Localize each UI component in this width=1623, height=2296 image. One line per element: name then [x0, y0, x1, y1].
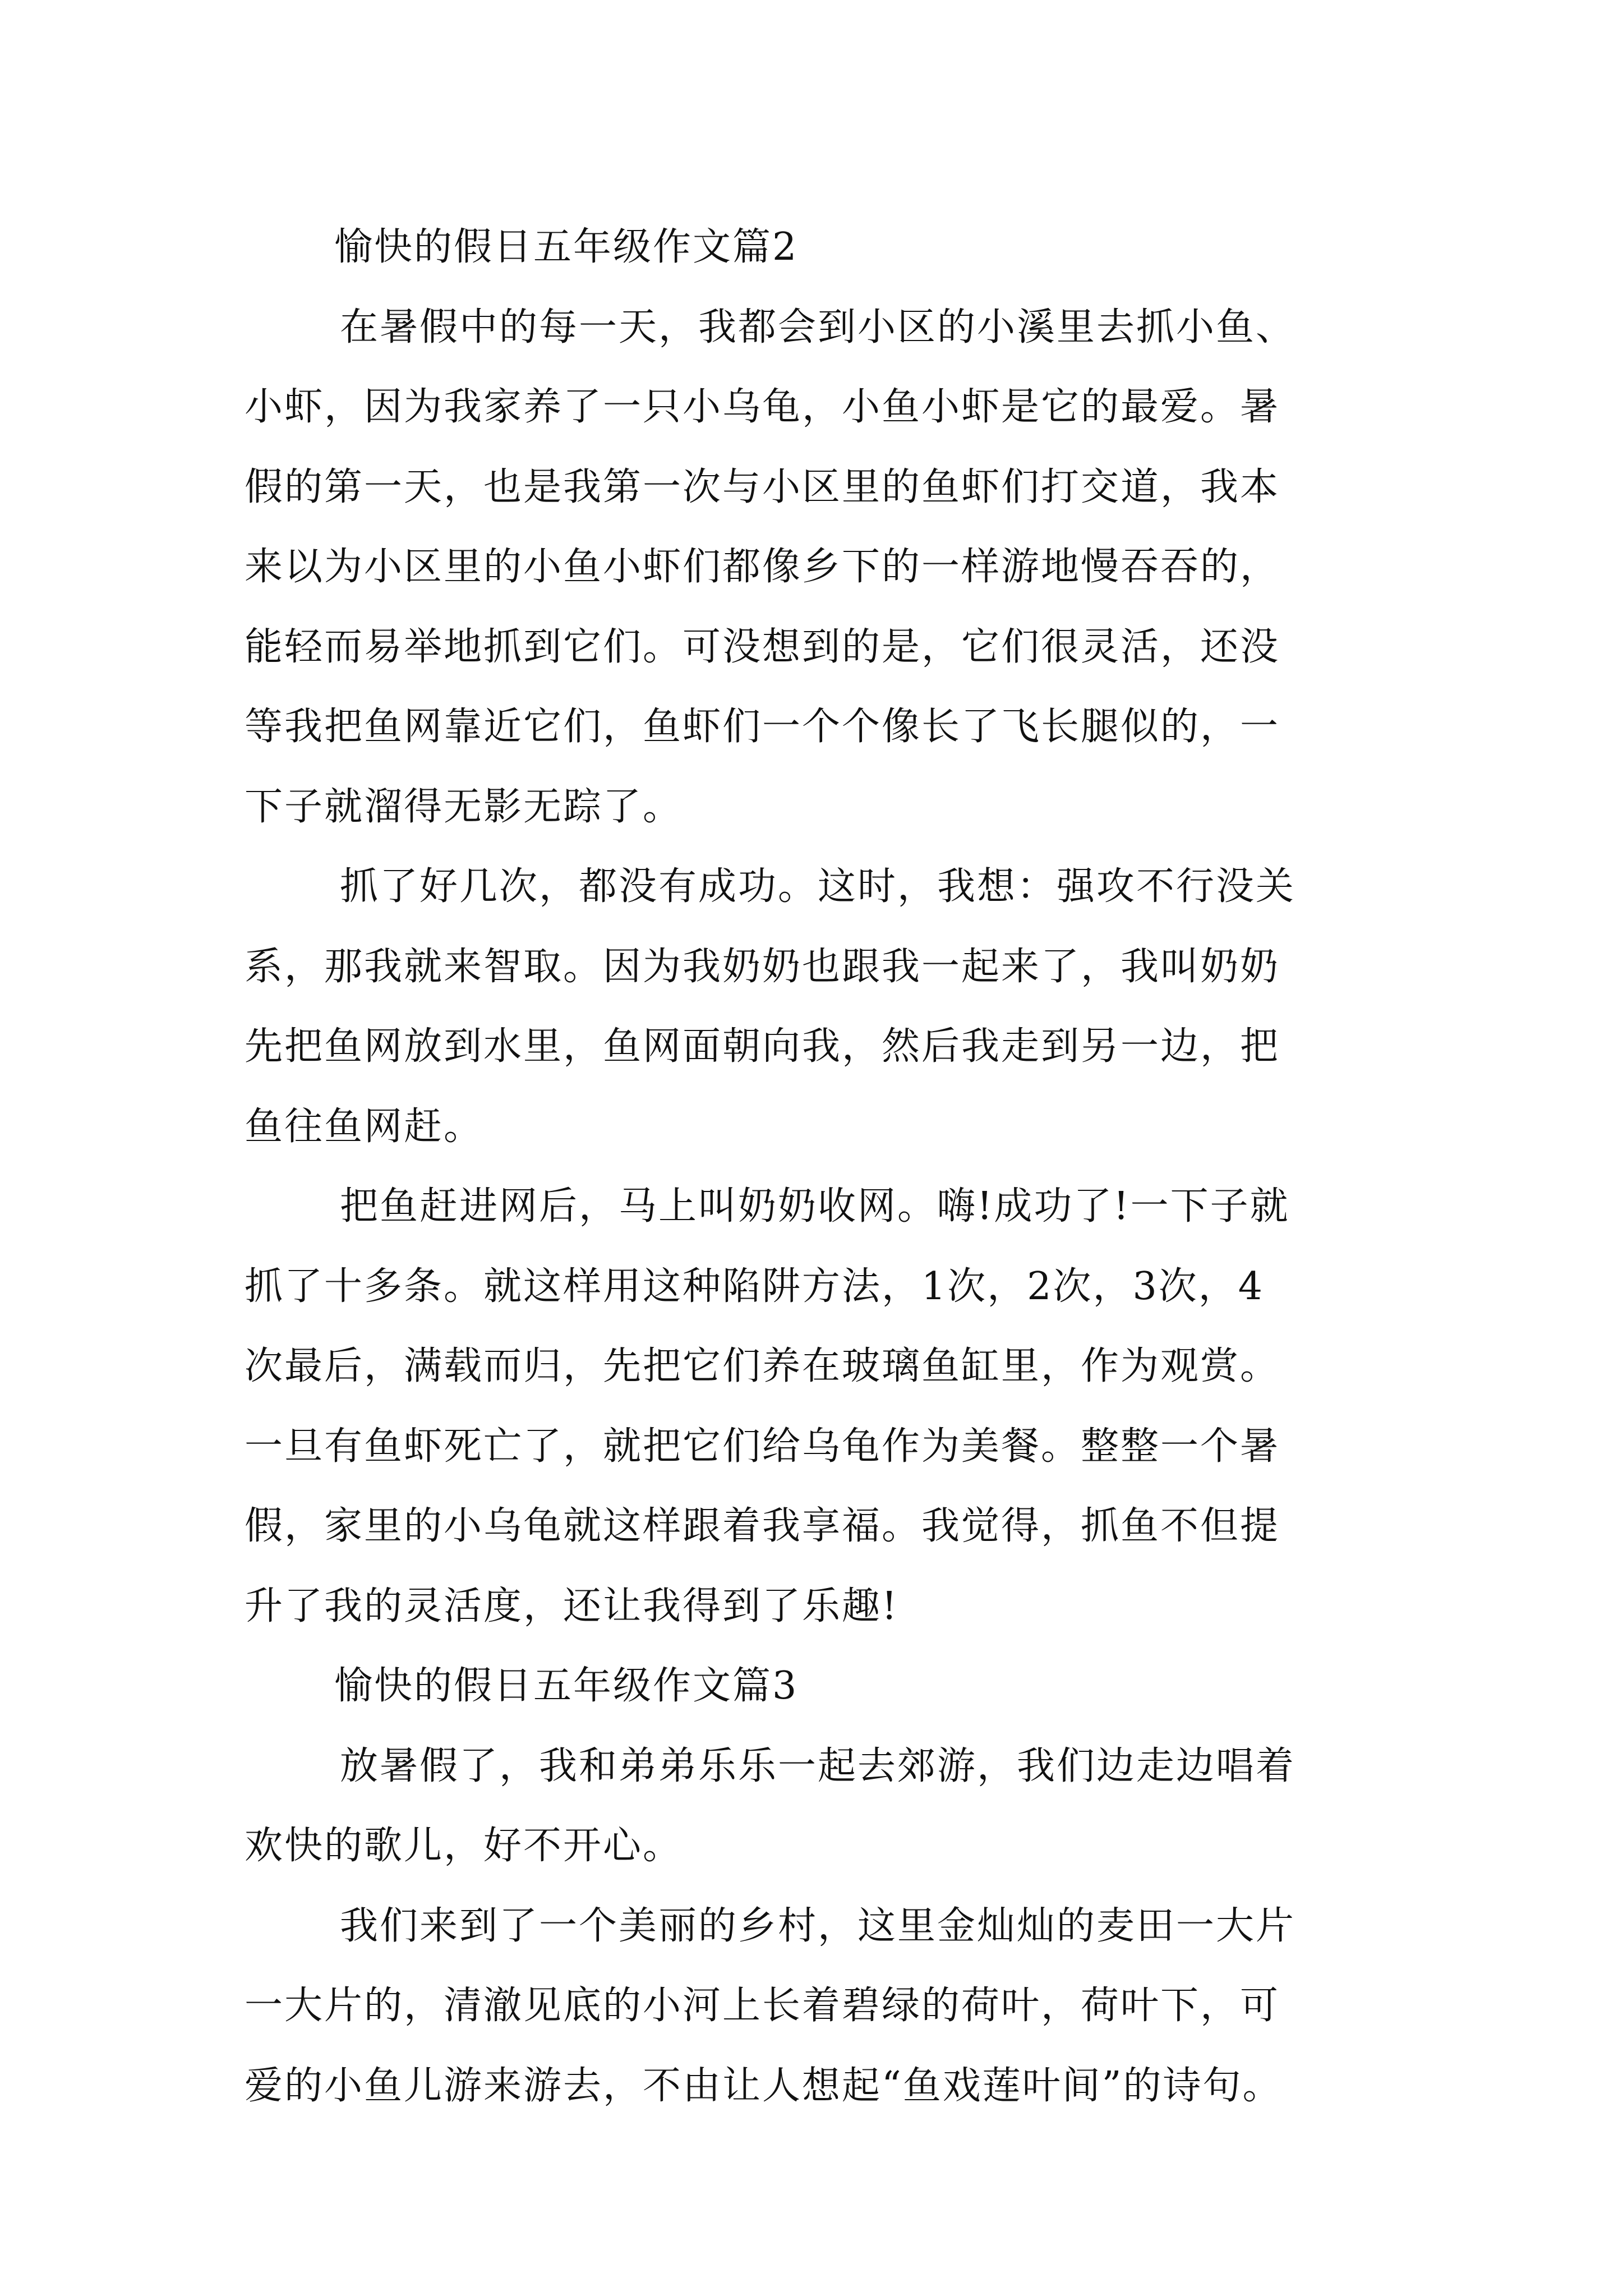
paragraph-1: [245, 288, 1378, 848]
paragraph-line: 我们来到了一个美丽的乡村，这里金灿灿的麦田一大片: [340, 1903, 1296, 1948]
paragraph-line: 升了我的灵活度，还让我得到了乐趣!: [245, 1584, 899, 1628]
section-heading-3: 愉快的假日五年级作文篇3: [334, 1664, 799, 1708]
paragraph-line: 在暑假中的每一天，我都会到小区的小溪里去抓小鱼、: [340, 305, 1296, 349]
paragraph-line: 能轻而易举地抓到它们。可没想到的是，它们很灵活，还没: [245, 624, 1280, 669]
paragraph-line: 抓了好几次，都没有成功。这时，我想：强攻不行没关: [340, 864, 1296, 909]
paragraph-line: 来以为小区里的小鱼小虾们都像乡下的一样游地慢吞吞的，: [245, 545, 1280, 589]
paragraph-line: 放暑假了，我和弟弟乐乐一起去郊游，我们边走边唱着: [340, 1743, 1296, 1788]
paragraph-line: 下子就溜得无影无踪了。: [245, 784, 683, 829]
paragraph-line: 鱼往鱼网赶。: [245, 1104, 484, 1149]
document-body: [245, 208, 1378, 2126]
paragraph-line: 爱的小鱼儿游来游去，不由让人想起“鱼戏莲叶间”的诗句。: [245, 2063, 1283, 2108]
paragraph-line: 次最后，满载而归，先把它们养在玻璃鱼缸里，作为观赏。: [245, 1344, 1280, 1388]
paragraph-line: 一旦有鱼虾死亡了，就把它们给乌龟作为美餐。整整一个暑: [245, 1424, 1280, 1469]
section-heading-2: 愉快的假日五年级作文篇2: [334, 225, 799, 269]
paragraph-3: [245, 1167, 1378, 1646]
paragraph-line: 等我把鱼网靠近它们，鱼虾们一个个像长了飞长腿似的，一: [245, 705, 1280, 749]
paragraph-line: 把鱼赶进网后，马上叫奶奶收网。嗨!成功了!一下子就: [340, 1184, 1290, 1228]
paragraph-line: 系，那我就来智取。因为我奶奶也跟我一起来了，我叫奶奶: [245, 944, 1280, 989]
paragraph-5: [245, 1887, 1378, 2127]
paragraph-line: 小虾，因为我家养了一只小乌龟，小鱼小虾是它的最爱。暑: [245, 385, 1280, 429]
paragraph-line: 欢快的歌儿，好不开心。: [245, 1824, 683, 1868]
paragraph-line: 先把鱼网放到水里，鱼网面朝向我，然后我走到另一边，把: [245, 1024, 1280, 1069]
paragraph-line: 假的第一天，也是我第一次与小区里的鱼虾们打交道，我本: [245, 464, 1280, 509]
paragraph-2: [245, 847, 1378, 1167]
paragraph-4: [245, 1727, 1378, 1887]
paragraph-line: 抓了十多条。就这样用这种陷阱方法，1次，2次，3次，4: [245, 1264, 1265, 1309]
paragraph-line: 假，家里的小乌龟就这样跟着我享福。我觉得，抓鱼不但提: [245, 1504, 1280, 1548]
paragraph-line: 一大片的，清澈见底的小河上长着碧绿的荷叶，荷叶下，可: [245, 1984, 1280, 2028]
